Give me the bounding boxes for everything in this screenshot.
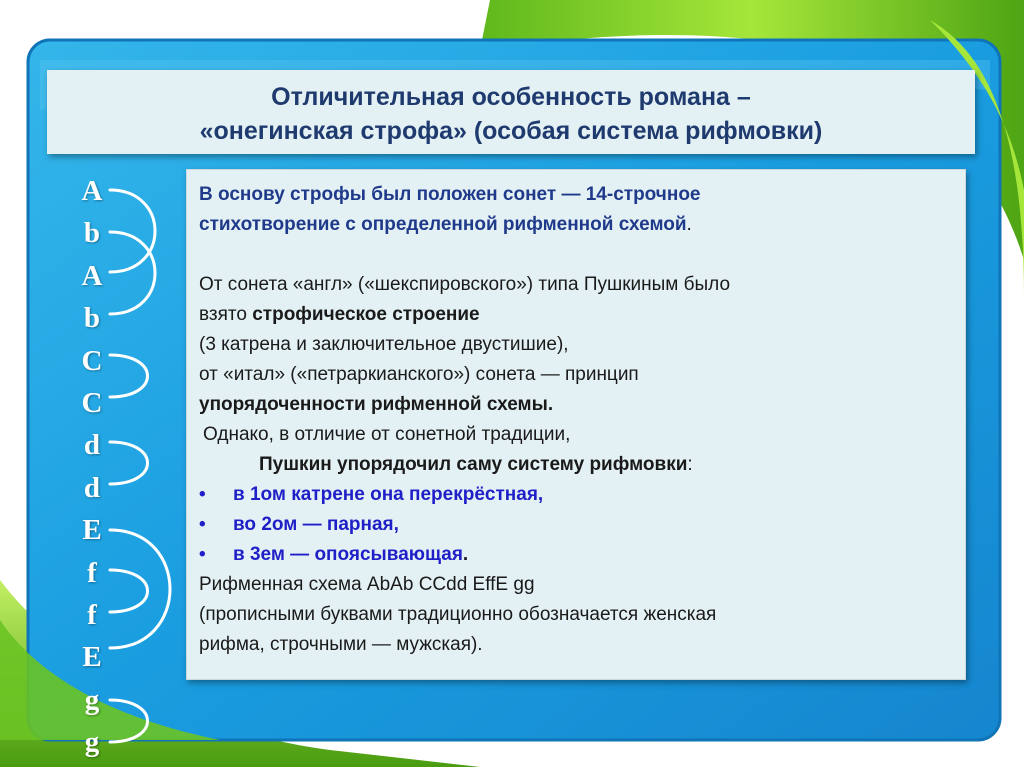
rhyme-letter: b [83, 302, 101, 335]
rhyme-letter: f [87, 598, 97, 631]
pushkin-line [199, 450, 965, 480]
list-item [199, 480, 965, 510]
italian-sonnet-line-1: от «итал» («петраркианского») сонета — принцип [199, 364, 639, 385]
rhyme-letter: A [81, 175, 103, 207]
english-line-2-prefix: взято [199, 304, 253, 325]
title-line-1: Отличительная особенность романа – [271, 83, 751, 111]
rhyme-letter: C [81, 386, 103, 419]
rhyme-letter: C [81, 344, 103, 377]
rhyme-letter: E [82, 514, 102, 547]
list-item [199, 540, 965, 570]
english-sonnet-line-3: (3 катрена и заключительное двустишие), [199, 334, 569, 355]
pushkin-statement: Пушкин упорядочил саму систему рифмовки [259, 454, 688, 475]
rhyme-letter: b [83, 217, 101, 250]
rhyme-letter: g [84, 726, 100, 759]
italian-line-2-period: . [547, 394, 554, 415]
rhyme-letter: d [83, 429, 101, 462]
intro-period: . [686, 214, 692, 235]
note-line-2: рифма, строчными — мужская). [199, 634, 483, 655]
bullet-3-period: . [462, 544, 469, 565]
strophic-structure-text: строфическое строение [252, 304, 480, 325]
however-line: Однако, в отличие от сонетной традиции, [203, 424, 571, 445]
intro-line-2: стихотворение с определенной рифменной схемой [199, 214, 687, 235]
note-line-1: (прописными буквами традиционно обозначается женская [199, 604, 717, 625]
intro-line-1: В основу строфы был положен сонет — 14-строчное [199, 184, 701, 205]
rhyme-letter: g [84, 683, 100, 716]
list-item [199, 510, 965, 540]
english-sonnet-line-2 [199, 300, 965, 330]
rhyme-order-text: упорядоченности рифменной схемы [199, 394, 548, 415]
bullet-marker: • [199, 544, 206, 565]
pushkin-colon: : [687, 454, 693, 475]
title-panel [47, 70, 975, 154]
bullet-marker: • [199, 514, 206, 535]
rhyme-letter: E [82, 641, 102, 674]
rhyme-letter: A [81, 259, 103, 292]
rhyme-letter: f [87, 556, 97, 589]
intro-paragraph [199, 180, 965, 240]
italian-sonnet-line-2 [199, 390, 965, 420]
title-line-2: «онегинская строфа» (особая система рифмовки) [199, 117, 823, 145]
english-sonnet-line-1: От сонета «англ» («шекспировского») типа Пушкиным было [199, 274, 731, 295]
rhyme-scheme-line: Рифменная схема AbAb CCdd EffE gg [199, 574, 535, 595]
blank-line [199, 240, 965, 270]
bullet-marker: • [199, 484, 206, 505]
rhyme-letter: d [83, 471, 101, 504]
rhyme-type-list [199, 480, 965, 570]
bullet-text: во 2ом — парная, [233, 514, 399, 535]
bullet-text: в 1ом катрене она перекрёстная, [233, 484, 544, 505]
rhyme-letter-column [70, 173, 114, 766]
bullet-text: в 3ем — опоясывающая [233, 544, 463, 565]
content-panel [186, 169, 966, 680]
